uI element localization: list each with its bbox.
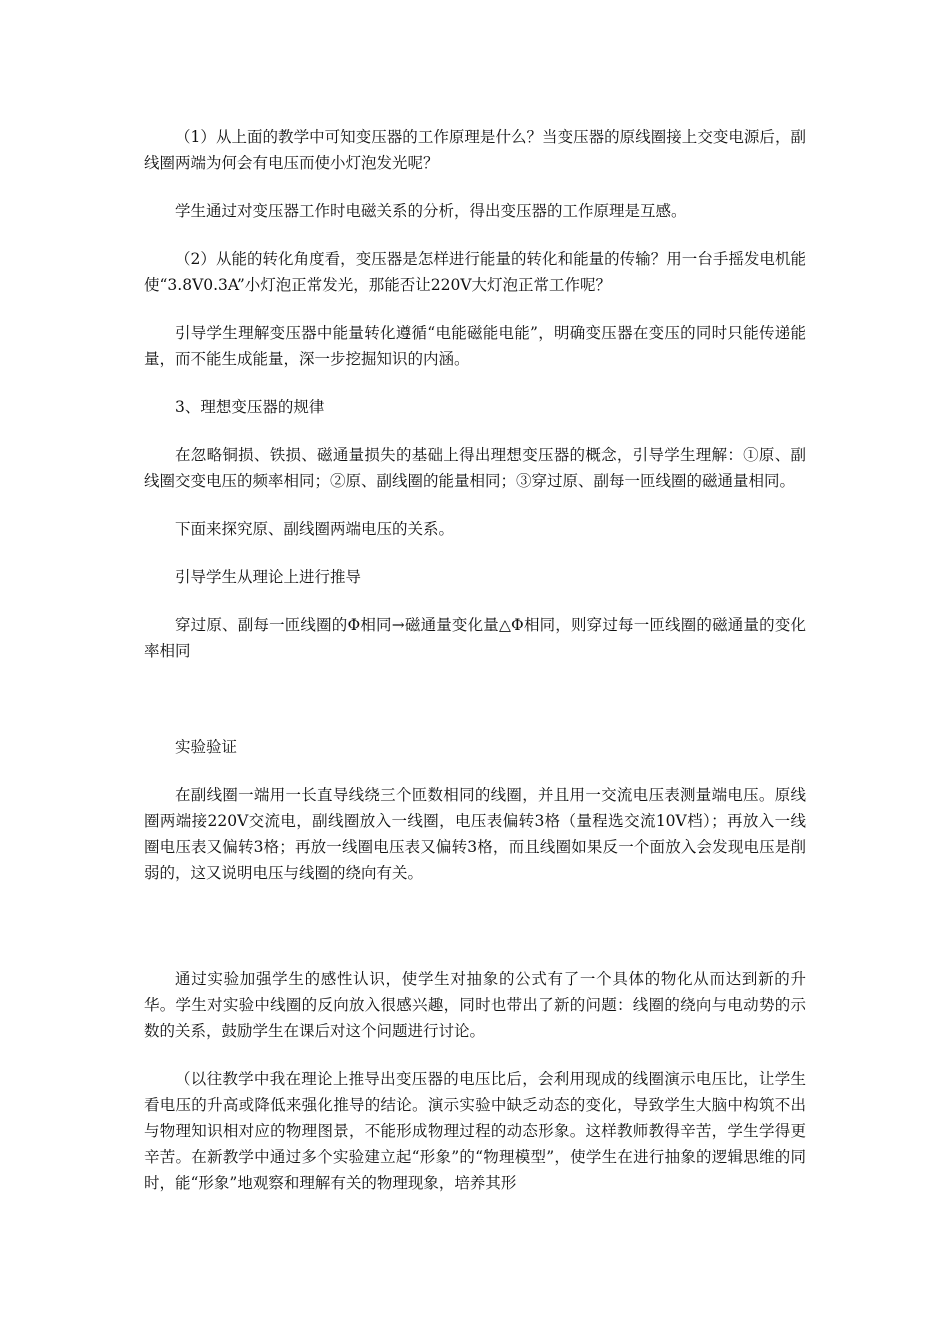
paragraph-teaching-reflection: （以往教学中我在理论上推导出变压器的电压比后，会利用现成的线圈演示电压比，让学生看电压的升高或降低来强化推导的结论。演示实验中缺乏动态的变化，导致学生大脑中构筑不出与物理知识相对应的物理图景，不能形成物理过程的动态形象。这样教师教得辛苦，学生学得更辛苦。在新教学中通过多个实验建立起“形象”的“物理模型”，使学生在进行抽象的逻辑思维的同时，能“形象”地观察和理解有关的物理现象，培养其形 [144,1070,806,1192]
paragraph-answer-2: 引导学生理解变压器中能量转化遵循“电能磁能电能”，明确变压器在变压的同时只能传递能量，而不能生成能量，深一步挖掘知识的内涵。 [144,324,806,368]
paragraph-question-2: （2）从能的转化角度看，变压器是怎样进行能量的转化和能量的传输？用一台手摇发电机能使“3.8V0.3A”小灯泡正常发光，那能否让220V大灯泡正常工作呢？ [144,250,806,294]
paragraph-theory-derivation: 引导学生从理论上进行推导 [175,568,362,586]
paragraph-explore-voltage: 下面来探究原、副线圈两端电压的关系。 [175,520,455,538]
paragraph-question-1: （1）从上面的教学中可知变压器的工作原理是什么？当变压器的原线圈接上交变电源后，副线圈两端为何会有电压而使小灯泡发光呢？ [144,128,806,172]
paragraph-answer-1: 学生通过对变压器工作时电磁关系的分析，得出变压器的工作原理是互感。 [175,202,687,220]
document-body [144,124,806,1218]
paragraph-ideal-transformer-concept: 在忽略铜损、铁损、磁通量损失的基础上得出理想变压器的概念，引导学生理解：①原、副线圈交变电压的频率相同；②原、副线圈的能量相同；③穿过原、副每一匝线圈的磁通量相同。 [144,446,806,490]
paragraph-experiment-description: 在副线圈一端用一长直导线绕三个匝数相同的线圈，并且用一交流电压表测量端电压。原线圈两端接220V交流电，副线圈放入一线圈，电压表偏转3格（量程选交流10V档）；再放入一线圈电压表又偏转3格；再放一线圈电压表又偏转3格，而且线圈如果反一个面放入会发现电压是削弱的，这又说明电压与线圈的绕向有关。 [144,786,806,882]
paragraph-flux-reasoning: 穿过原、副每一匝线圈的Φ相同→磁通量变化量△Φ相同，则穿过每一匝线圈的磁通量的变化率相同 [144,616,806,660]
section-heading-ideal-transformer: 3、理想变压器的规律 [175,398,325,416]
section-heading-experiment: 实验验证 [175,738,238,756]
paragraph-experiment-reflection: 通过实验加强学生的感性认识，使学生对抽象的公式有了一个具体的物化从而达到新的升华。学生对实验中线圈的反向放入很感兴趣，同时也带出了新的问题：线圈的绕向与电动势的示数的关系，鼓励学生在课后对这个问题进行讨论。 [144,970,806,1040]
